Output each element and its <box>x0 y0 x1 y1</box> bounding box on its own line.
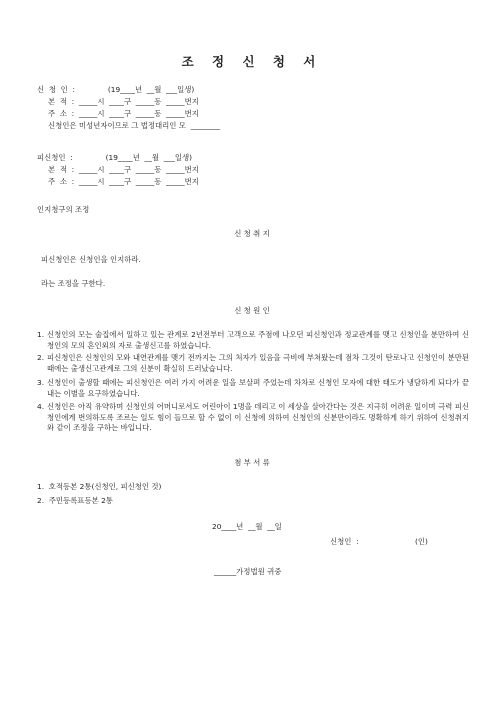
attachment-item-2: 2. 주민등록표등본 2통 <box>37 496 113 505</box>
cause-item-1 <box>37 330 469 351</box>
purpose-closing: 라는 조정을 구한다. <box>41 279 106 288</box>
cause-item-number: 4. <box>37 402 45 411</box>
cause-item-2 <box>37 353 469 374</box>
cause-item-number: 2. <box>37 353 45 362</box>
purpose-text: 피신청인은 신청인을 인지하라. <box>41 255 141 264</box>
cause-heading: 신 청 원 인 <box>234 306 270 315</box>
court-line: ______가정법원 귀중 <box>214 567 282 576</box>
applicant-label-line: 신 청 인 : (19____년 __월 ___일생) <box>37 85 195 94</box>
cause-item-text: 신청인이 출생할 때에는 피신청인은 여러 가지 어려운 일을 보살펴 주었는데 차차로 신청인 모자에 대한 태도가 냉담하게 되다가 끝내는 이별을 요구하였습니다. <box>47 378 469 398</box>
cause-item-number: 3. <box>37 378 45 387</box>
cause-item-number: 1. <box>37 330 45 339</box>
applicant-minor-note: 신청인은 미성년자이므로 그 법정대리인 모 ________ <box>48 121 221 130</box>
document-title: 조 정 신 청 서 <box>181 54 323 69</box>
cause-item-4 <box>37 402 469 434</box>
attachments-heading: 첨 부 서 류 <box>234 458 270 467</box>
cause-item-text: 신청인의 모는 술집에서 일하고 있는 관계로 2년전부터 고객으로 주점에 나오던 피신청인과 정교관계를 맺고 신청인을 분만하여 신청인의 모의 혼인외의 자로 출생신고를 하였습니다. <box>47 330 469 350</box>
cause-item-text: 신청인은 아직 유약하며 신청인의 어머니로서도 어린아이 1명을 데리고 이 세상을 살아간다는 것은 지극히 어려운 일이며 극력 피신청인에게 번의하도록 조르는 일도 힘이 들므로 할 수 없이 이 신청에 의하여 신청인의 신분만이라도 명확하게 하기 위하여 신청취지와 같이 조정을 구하는 바입니다. <box>47 402 469 433</box>
cause-item-3 <box>37 378 469 399</box>
signature-line: 신청인 : (인) <box>330 537 428 546</box>
purpose-heading: 신 청 취 지 <box>234 229 270 238</box>
respondent-domicile: 본 적 : _____시 ____구 _____동 _____번지 <box>48 165 199 174</box>
applicant-domicile: 본 적 : _____시 ____구 _____동 _____번지 <box>48 97 199 106</box>
applicant-address: 주 소 : _____시 ____구 _____동 _____번지 <box>48 109 199 118</box>
attachment-item-1: 1. 호적등본 2통(신청인, 피신청인 것) <box>37 482 162 491</box>
respondent-label-line: 피신청인 : (19____년 __월 ___일생) <box>37 153 193 162</box>
date-line: 20____년 __월 __일 <box>212 522 282 531</box>
respondent-address: 주 소 : _____시 ____구 _____동 _____번지 <box>48 177 199 186</box>
cause-item-text: 피신청인은 신청인의 모와 내연관계를 맺기 전까지는 그의 처자가 있음을 극비에 부쳐왔는데 점차 그것이 탄로나고 신청인이 분만된 때에는 출생신고관계로 그의 신분이 확실히 드러났습니다. <box>47 353 469 373</box>
case-name: 인지청구의 조정 <box>37 205 90 214</box>
